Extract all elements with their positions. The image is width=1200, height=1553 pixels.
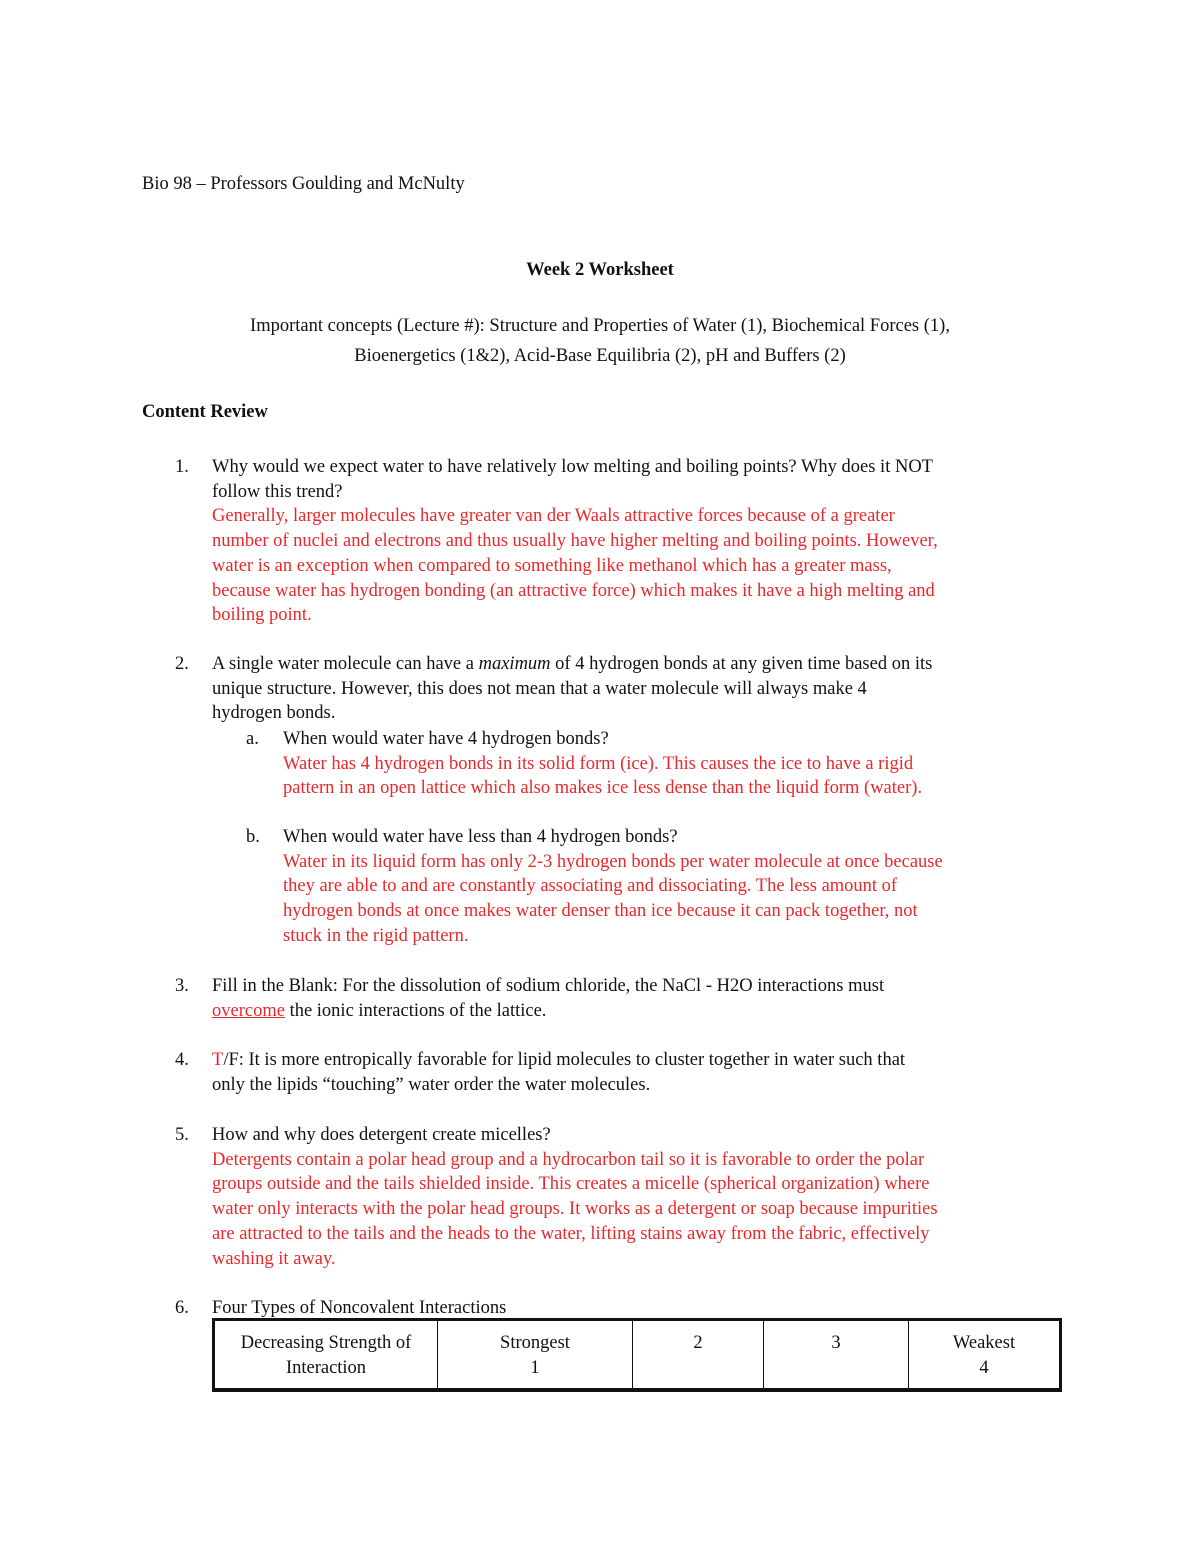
table-cell-strongest bbox=[438, 1320, 633, 1391]
q3-line-2-rest: the ionic interactions of the lattice. bbox=[284, 1000, 547, 1021]
q2-line-1-post: of 4 hydrogen bonds at any given time based on its bbox=[550, 654, 933, 674]
table-header-cell bbox=[214, 1320, 438, 1391]
q2b-answer-line-1: Water in its liquid form has only 2-3 hydrogen bonds per water molecule at once because bbox=[283, 851, 943, 872]
q5-answer-line-3: water only interacts with the polar head groups. It works as a detergent or soap because impurities bbox=[212, 1199, 938, 1220]
q2-line-1-pre: A single water molecule can have a bbox=[212, 654, 479, 674]
q2b-label: b. bbox=[246, 827, 260, 847]
q3-blank-answer: overcome bbox=[212, 1000, 285, 1021]
section-heading: Content Review bbox=[142, 402, 268, 422]
concepts-line-2: Bioenergetics (1&2), Acid-Base Equilibria (2), pH and Buffers (2) bbox=[354, 346, 846, 366]
q1-answer-line-5: boiling point. bbox=[212, 605, 312, 626]
table-cell-weakest bbox=[909, 1320, 1061, 1391]
q1-answer-line-1: Generally, larger molecules have greater van der Waals attractive forces because of a greater bbox=[212, 506, 895, 527]
q2a-label: a. bbox=[246, 729, 259, 749]
q6-question: Four Types of Noncovalent Interactions bbox=[212, 1298, 507, 1318]
q2b-answer-line-4: stuck in the rigid pattern. bbox=[283, 925, 469, 946]
q6-number: 6. bbox=[175, 1298, 189, 1318]
q5-answer-line-5: washing it away. bbox=[212, 1248, 336, 1269]
header-line-2: Interaction bbox=[285, 1358, 367, 1378]
q5-answer-line-1: Detergents contain a polar head group and a hydrocarbon tail so it is favorable to order the polar bbox=[212, 1149, 925, 1170]
q2-line-2: unique structure. However, this does not mean that a water molecule will always make 4 bbox=[212, 678, 867, 699]
q2a-answer-line-2: pattern in an open lattice which also makes ice less dense than the liquid form (water). bbox=[283, 778, 923, 799]
q5-block bbox=[212, 1123, 1072, 1271]
q2a-answer-line-1: Water has 4 hydrogen bonds in its solid form (ice). This causes the ice to have a rigid bbox=[283, 753, 914, 774]
header-line-1: Decreasing Strength of bbox=[240, 1333, 412, 1353]
q4-number: 4. bbox=[175, 1050, 189, 1070]
q3-number: 3. bbox=[175, 976, 189, 996]
table-row bbox=[214, 1320, 1061, 1391]
q2a-block bbox=[283, 727, 1073, 801]
q2-block bbox=[212, 652, 1072, 726]
q2a-question: When would water have 4 hydrogen bonds? bbox=[283, 729, 609, 749]
q5-answer-line-4: are attracted to the tails and the heads to the water, lifting stains away from the fabric, effectively bbox=[212, 1223, 930, 1244]
q2-maximum-emphasis: maximum bbox=[478, 654, 551, 674]
worksheet-title: Week 2 Worksheet bbox=[526, 260, 674, 280]
q1-question-line-1: Why would we expect water to have relatively low melting and boiling points? Why does it NOT bbox=[212, 457, 933, 477]
q4-answer-true: T bbox=[212, 1050, 224, 1070]
q2-line-3: hydrogen bonds. bbox=[212, 703, 336, 724]
q1-answer-line-4: because water has hydrogen bonding (an attractive force) which makes it have a high melting and bbox=[212, 580, 935, 601]
strongest-rank: 1 bbox=[530, 1358, 540, 1378]
q1-block bbox=[212, 455, 1072, 628]
strongest-label: Strongest bbox=[500, 1333, 570, 1353]
q4-block bbox=[212, 1048, 1072, 1097]
q2-line-1 bbox=[212, 652, 1072, 677]
q3-line-1: Fill in the Blank: For the dissolution of sodium chloride, the NaCl - H2O interactions must bbox=[212, 976, 885, 996]
q3-block bbox=[212, 974, 1072, 1023]
q5-question: How and why does detergent create micelles? bbox=[212, 1125, 551, 1145]
q1-answer-line-2: number of nuclei and electrons and thus usually have higher melting and boiling points. However, bbox=[212, 531, 938, 552]
weakest-label: Weakest bbox=[952, 1333, 1016, 1353]
q4-line-2: only the lipids “touching” water order the water molecules. bbox=[212, 1074, 651, 1095]
q2b-block bbox=[283, 825, 1073, 949]
course-line: Bio 98 – Professors Goulding and McNulty bbox=[142, 174, 465, 194]
q5-answer-line-2: groups outside and the tails shielded inside. This creates a micelle (spherical organization) where bbox=[212, 1174, 930, 1195]
table-cell-3: 3 bbox=[764, 1320, 909, 1391]
q1-question-line-2: follow this trend? bbox=[212, 481, 343, 502]
q2b-question: When would water have less than 4 hydrogen bonds? bbox=[283, 827, 678, 847]
q2-number: 2. bbox=[175, 654, 189, 674]
q1-number: 1. bbox=[175, 457, 189, 477]
q3-line-2 bbox=[212, 999, 1072, 1024]
table-cell-2: 2 bbox=[633, 1320, 764, 1391]
noncovalent-interactions-table bbox=[212, 1318, 1062, 1392]
q4-line-1-rest: /F: It is more entropically favorable for lipid molecules to cluster together in water such that bbox=[223, 1050, 906, 1070]
q1-answer-line-3: water is an exception when compared to something like methanol which has a greater mass, bbox=[212, 555, 892, 576]
q2b-answer-line-2: they are able to and are constantly associating and dissociating. The less amount of bbox=[283, 876, 898, 897]
weakest-rank: 4 bbox=[979, 1358, 989, 1378]
q5-number: 5. bbox=[175, 1125, 189, 1145]
concepts-line-1: Important concepts (Lecture #): Structure and Properties of Water (1), Biochemical Forces (1), bbox=[250, 316, 950, 336]
q2b-answer-line-3: hydrogen bonds at once makes water denser than ice because it can pack together, not bbox=[283, 901, 918, 922]
q4-line-1 bbox=[212, 1048, 1072, 1073]
